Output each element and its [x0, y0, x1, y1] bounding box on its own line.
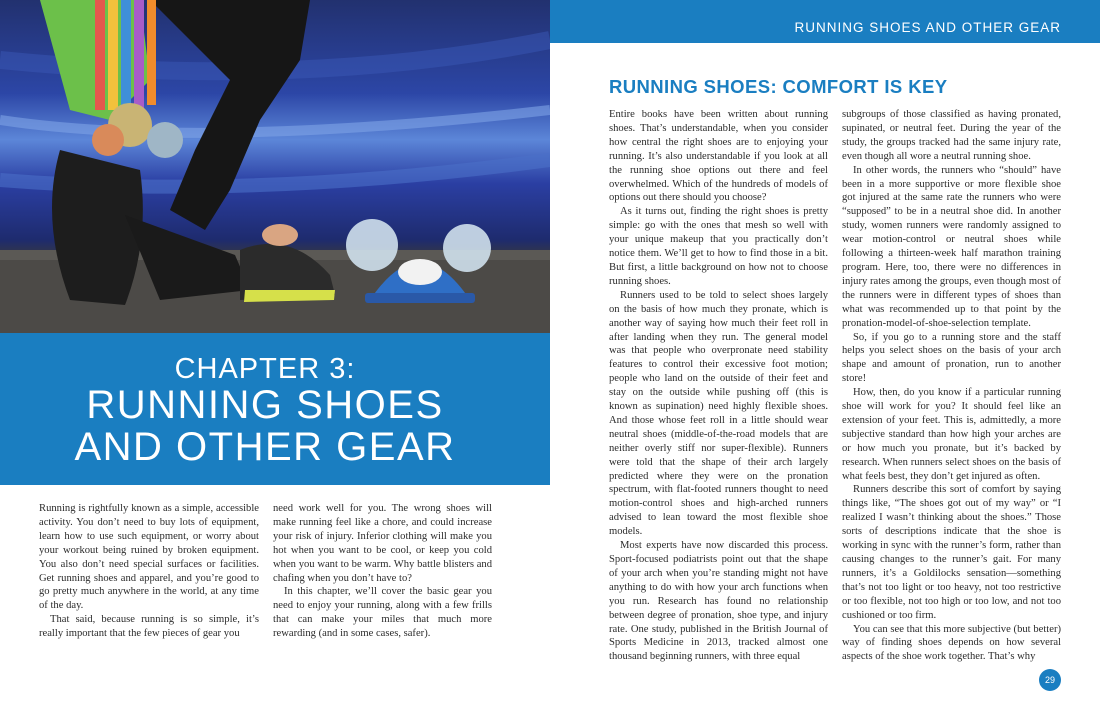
paragraph: That said, because running is so simple, it’s really important that the few pieces of gear you [39, 614, 259, 640]
chapter-label: CHAPTER 3: [174, 353, 356, 385]
paragraph: As it turns out, finding the right shoes is pretty simple: go with the ones that mesh so well with your unique makeup that you practically don’t notice them. We’ll get to how to find those in a bit. But first, a little background on how not to choose running shoes. [609, 206, 828, 287]
right-column-2 [842, 108, 1061, 664]
runner-photo [0, 0, 550, 333]
paragraph: You can see that this more subjective (but better) way of finding shoes depends on how several aspects of the shoe work together. That’s why [842, 623, 1061, 663]
running-header: RUNNING SHOES AND OTHER GEAR [794, 20, 1061, 35]
paragraph: Most experts have now discarded this process. Sport-focused podiatrists point out that the shape of your arch when you’re standing might not have anything to do with how your arch functions when you run. Research has found no relationship between degree of pronation, shoe type, and injury rate. One study, published in the British Journal of Sports Medicine in 2013, tracked almost one thousand beginning runners, with three equal [609, 540, 828, 663]
right-page [550, 0, 1100, 707]
paragraph: subgroups of those classified as having pronated, supinated, or neutral feet. During the year of the study, the groups tracked had the same injury rate, even though all wore a neutral running shoe. [842, 109, 1061, 162]
left-column-1 [39, 502, 259, 641]
paragraph: Running is rightfully known as a simple, accessible activity. You don’t need to buy lots of equipment, learn how to use such equipment, or worry about your workout being ruined by broken equipment. You also don’t need special surfaces or facilities. Get running shoes and apparel, and you’re good to go pretty much anywhere in the world, at any time of the day. [39, 503, 259, 612]
paragraph: Entire books have been written about running shoes. That’s understandable, when you consider how central the right shoes are to enjoying your running. It’s also understandable if you look at all the running shoe options out there and feel overwhelmed. Which of the hundreds of models of options out there should you choose? [609, 109, 828, 204]
running-header-bar [550, 0, 1100, 43]
paragraph: How, then, do you know if a particular running shoe will work for you? It should feel like an extension of your feet. This is, admittedly, a more subjective standard than how high your arches are or how much you pronate, but it’s backed by research. When runners select shoes on the basis of what feels best, they don’t get injured as often. [842, 387, 1061, 482]
runner-photo-illustration [0, 0, 550, 333]
paragraph: In other words, the runners who “should” have been in a more supportive or more flexible shoe got injured at the same rate the runners who were “supposed” to be in a neutral shoe did. In another study, women runners were randomly assigned to wear motion-control or neutral shoes while following a thirteen-week half marathon training program. Here, too, there were no differences in injury rates among the groups, even though most of the runners were in different types of shoes than what was recommended up to that point by the pronation-model-of-shoe-selection template. [842, 164, 1061, 329]
chapter-banner [0, 333, 550, 485]
paragraph: need work well for you. The wrong shoes will make running feel like a chore, and could increase your risk of injury. Inferior clothing will make you hot when you want to be cool, or keep you cold when you want to be warm. Why battle blisters and chafing when you don’t have to? [273, 503, 492, 584]
left-column-2 [273, 502, 492, 641]
paragraph: Runners used to be told to select shoes largely on the basis of how much they pronate, which is another way of saying how much their feet roll in after landing when they run. The general model was that people who overpronate need stability features to control their excessive foot motion; people who land on the outside of their feet and stay on the outside while pushing off (this is known as supination) need highly flexible shoes. And those whose feet roll in a little should wear neutral shoes (middle-of-the-road models that are neither overly stiff nor super-flexible). Runners were told that the shape of their arch largely predicted where they were on the pronation spectrum, with flat-footed runners thought to need motion-control shoes and high-arched runners advised to lean toward the most flexible shoe models. [609, 289, 828, 538]
chapter-title-line2: AND OTHER GEAR [74, 425, 456, 469]
page-number: 29 [1039, 669, 1061, 691]
paragraph: Runners describe this sort of comfort by saying things like, “The shoes got out of my way” or “I realized I wasn’t thinking about the shoes.” Those sorts of descriptions indicate that the shoe is working in sync with the runner’s form, rather than causing changes to the runner’s gait. For many runners, it’s a Goldilocks sensation—something that’s not too light or too heavy, not too restrictive or too flexible, not too high or too low, and not too cushioned or too firm. [842, 484, 1061, 621]
right-column-1 [609, 108, 828, 664]
paragraph: In this chapter, we’ll cover the basic gear you need to enjoy your running, along with a few frills that can make your miles that much more rewarding (and in some cases, safer). [273, 586, 492, 640]
paragraph: So, if you go to a running store and the staff helps you select shoes on the basis of your arch shape and amount of pronation, run to another store! [842, 331, 1061, 385]
section-title: RUNNING SHOES: COMFORT IS KEY [609, 76, 948, 97]
chapter-title-line1: RUNNING SHOES [86, 383, 444, 427]
